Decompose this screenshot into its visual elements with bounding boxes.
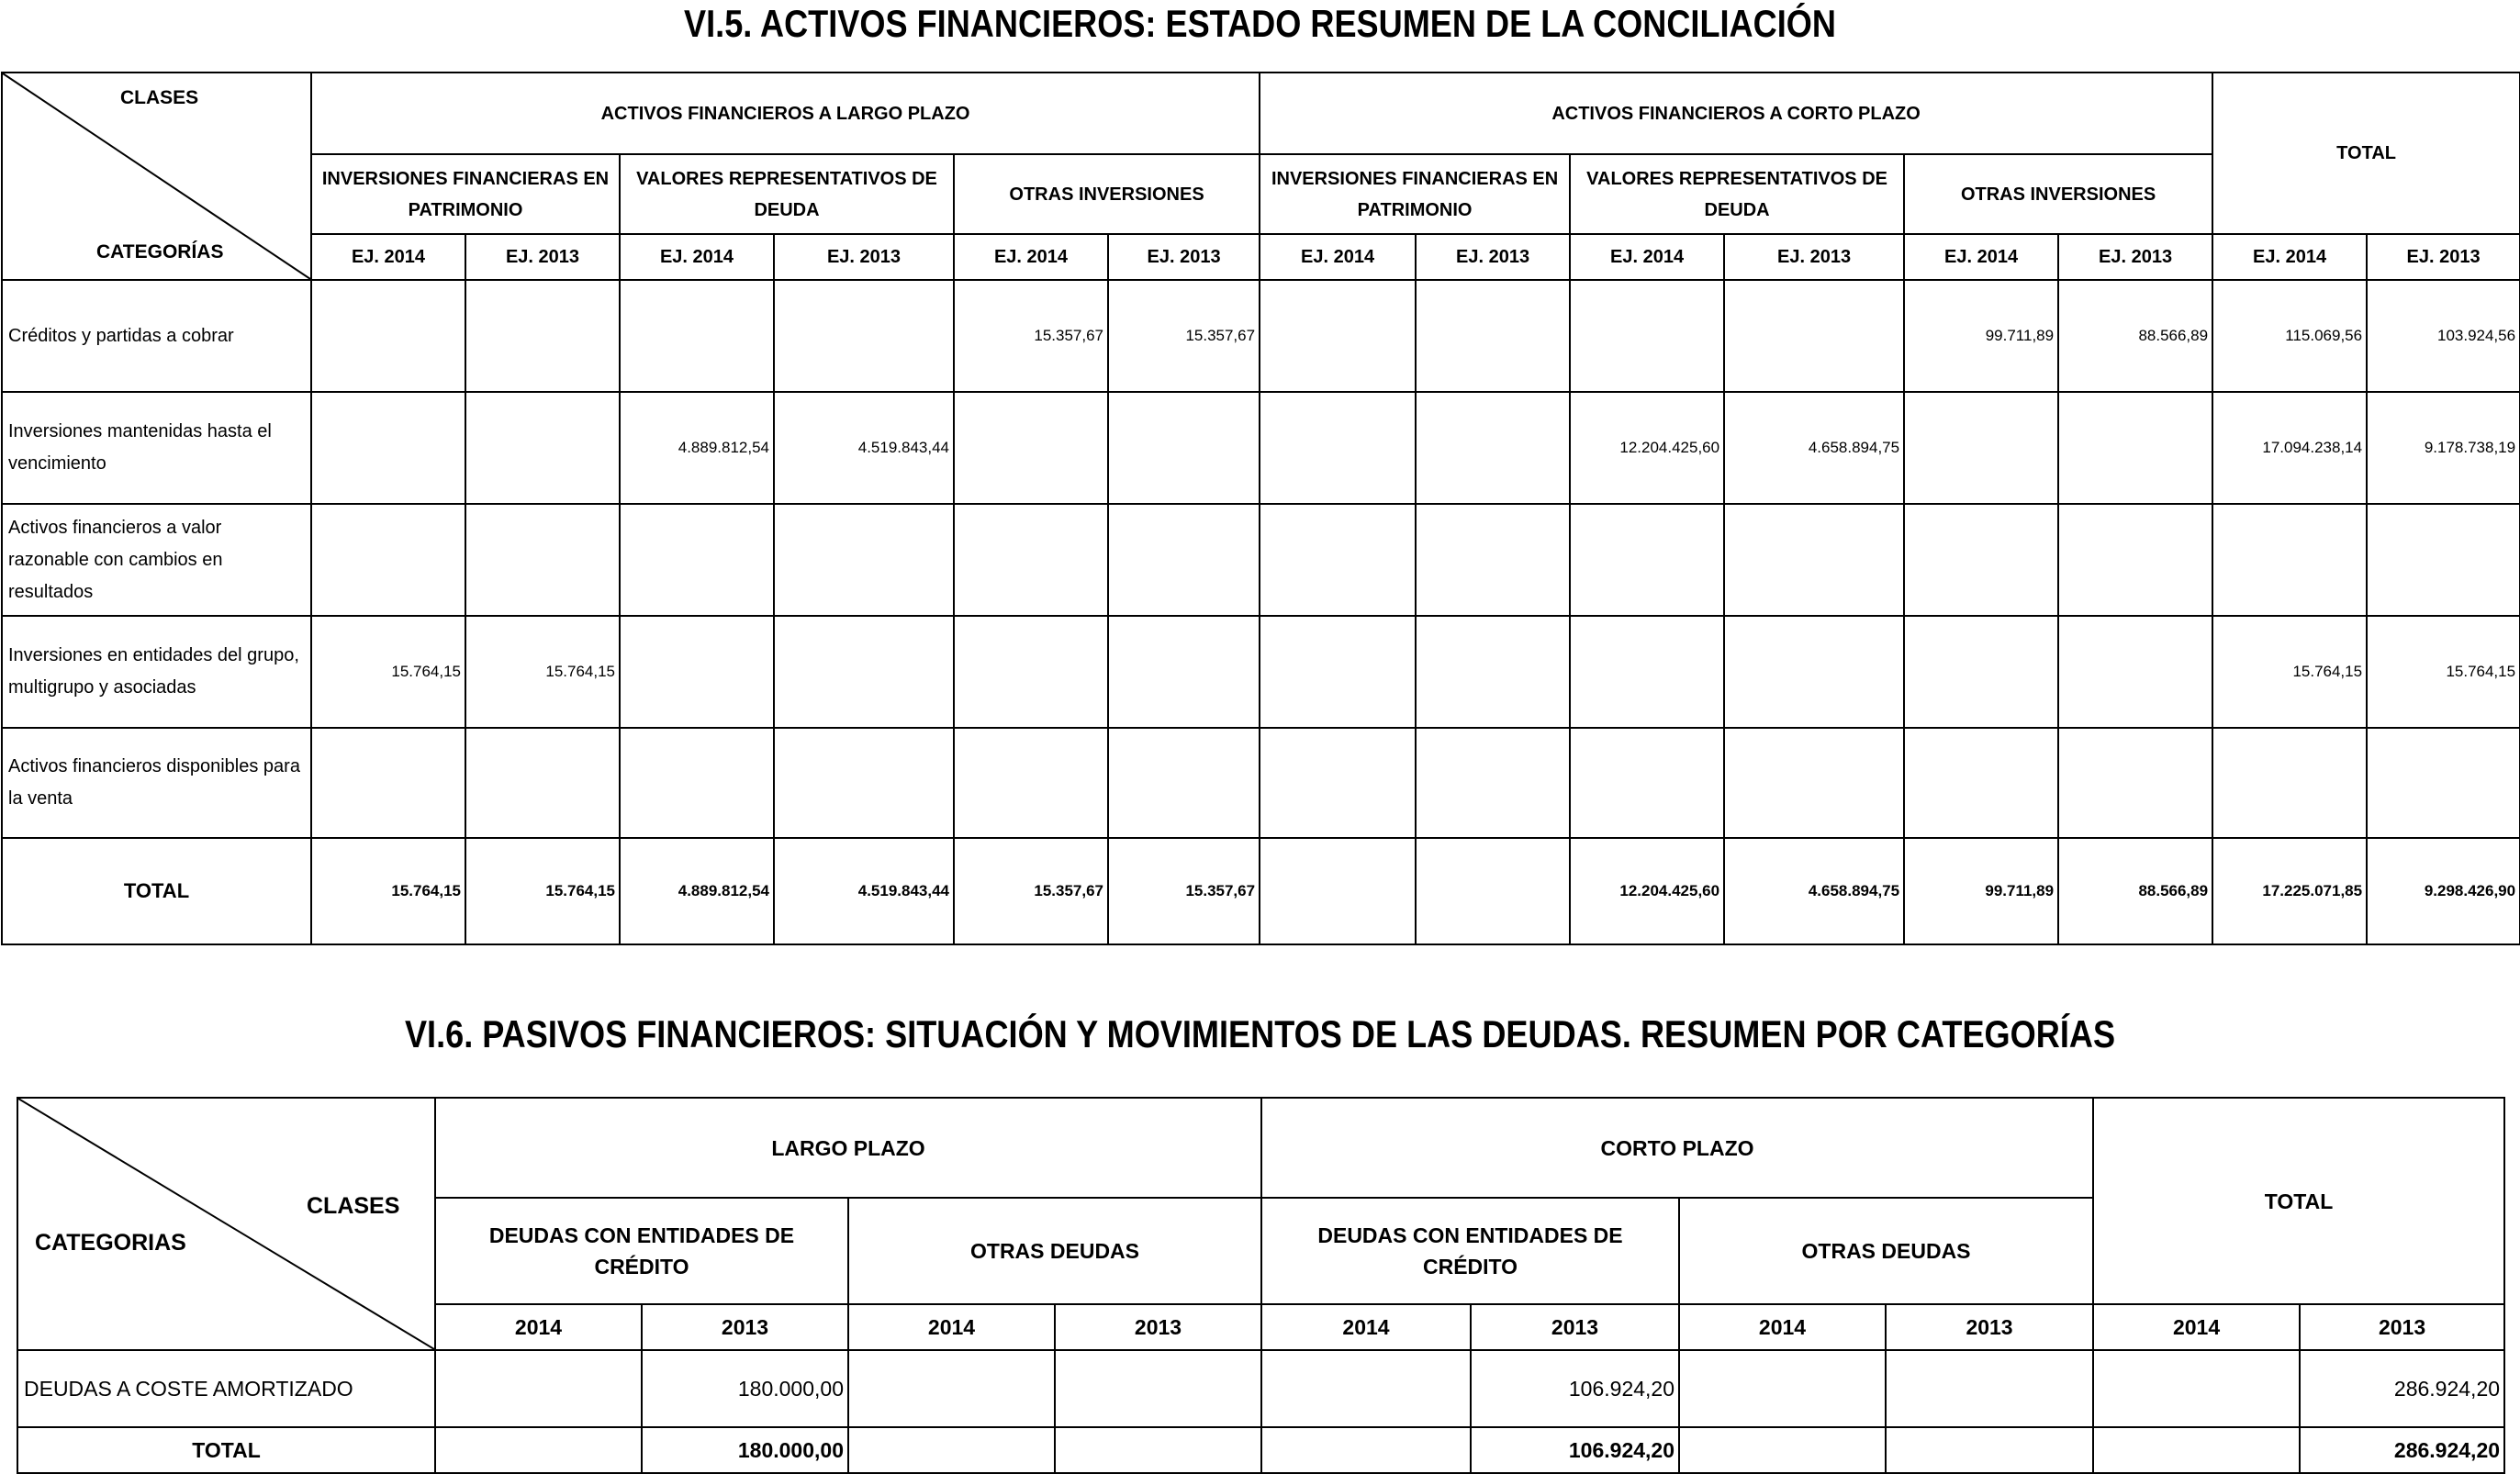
row-label: Inversiones mantenidas hasta el vencimiento bbox=[2, 392, 311, 504]
corner-clases-label: CLASES bbox=[120, 87, 199, 108]
data-cell: 15.764,15 bbox=[465, 616, 620, 728]
total-cell: 15.357,67 bbox=[954, 838, 1108, 944]
year-header: 2013 bbox=[2300, 1304, 2504, 1350]
total-label: TOTAL bbox=[17, 1427, 435, 1473]
total-cell: 4.519.843,44 bbox=[774, 838, 954, 944]
data-cell bbox=[848, 1350, 1055, 1427]
table-row bbox=[2, 616, 2520, 728]
data-cell: 17.094.238,14 bbox=[2212, 392, 2367, 504]
data-cell bbox=[774, 280, 954, 392]
year-header: EJ. 2014 bbox=[620, 234, 774, 280]
row-label: DEUDAS A COSTE AMORTIZADO bbox=[17, 1350, 435, 1427]
data-cell bbox=[311, 504, 465, 616]
total-cell bbox=[1416, 838, 1570, 944]
data-cell bbox=[2367, 504, 2520, 616]
data-cell: 15.764,15 bbox=[2367, 616, 2520, 728]
data-cell bbox=[620, 280, 774, 392]
corner-header bbox=[2, 73, 311, 280]
data-cell bbox=[311, 392, 465, 504]
data-cell bbox=[620, 728, 774, 838]
data-cell bbox=[1570, 280, 1724, 392]
data-cell bbox=[2212, 728, 2367, 838]
section-title-activos: VI.5. ACTIVOS FINANCIEROS: ESTADO RESUMEN DE LA CONCILIACIÓN bbox=[684, 2, 1836, 45]
total-cell bbox=[435, 1427, 642, 1473]
subgroup-cp-otras: OTRAS INVERSIONES bbox=[1904, 154, 2212, 234]
row-label: Activos financieros disponibles para la venta bbox=[2, 728, 311, 838]
data-cell bbox=[1724, 728, 1904, 838]
data-cell bbox=[1570, 616, 1724, 728]
total-cell: 88.566,89 bbox=[2058, 838, 2212, 944]
data-cell: 106.924,20 bbox=[1471, 1350, 1679, 1427]
data-cell bbox=[2058, 392, 2212, 504]
data-cell: 103.924,56 bbox=[2367, 280, 2520, 392]
data-cell bbox=[1108, 392, 1260, 504]
year-header: EJ. 2013 bbox=[1416, 234, 1570, 280]
subgroup-cp-valores: VALORES REPRESENTATIVOS DE DEUDA bbox=[1570, 154, 1904, 234]
data-cell bbox=[1416, 504, 1570, 616]
data-cell bbox=[2212, 504, 2367, 616]
data-cell bbox=[954, 504, 1108, 616]
data-cell bbox=[774, 616, 954, 728]
group-total: TOTAL bbox=[2212, 73, 2520, 234]
data-cell: 4.658.894,75 bbox=[1724, 392, 1904, 504]
subgroup-cp-otras: OTRAS DEUDAS bbox=[1679, 1198, 2093, 1304]
year-header: EJ. 2013 bbox=[774, 234, 954, 280]
year-header: EJ. 2014 bbox=[1570, 234, 1724, 280]
data-cell bbox=[1679, 1350, 1886, 1427]
year-header: 2013 bbox=[642, 1304, 848, 1350]
data-cell bbox=[954, 392, 1108, 504]
data-cell bbox=[1904, 728, 2058, 838]
subgroup-lp-otras: OTRAS DEUDAS bbox=[848, 1198, 1261, 1304]
year-header: EJ. 2013 bbox=[465, 234, 620, 280]
group-largo-plazo: ACTIVOS FINANCIEROS A LARGO PLAZO bbox=[311, 73, 1260, 154]
data-cell: 12.204.425,60 bbox=[1570, 392, 1724, 504]
section-title-pasivos: VI.6. PASIVOS FINANCIEROS: SITUACIÓN Y MOVIMIENTOS DE LAS DEUDAS. RESUMEN POR CATEGORÍAS bbox=[404, 1012, 2116, 1055]
table-row bbox=[2, 392, 2520, 504]
total-cell bbox=[1679, 1427, 1886, 1473]
subgroup-cp-credito: DEUDAS CON ENTIDADES DE CRÉDITO bbox=[1261, 1198, 1679, 1304]
data-cell: 88.566,89 bbox=[2058, 280, 2212, 392]
subgroup-lp-patrimonio: INVERSIONES FINANCIERAS EN PATRIMONIO bbox=[311, 154, 620, 234]
data-cell: 9.178.738,19 bbox=[2367, 392, 2520, 504]
data-cell: 15.357,67 bbox=[954, 280, 1108, 392]
year-header: 2014 bbox=[1261, 1304, 1471, 1350]
data-cell: 15.357,67 bbox=[1108, 280, 1260, 392]
corner-clases-label: CLASES bbox=[307, 1193, 400, 1219]
data-cell bbox=[1055, 1350, 1261, 1427]
total-cell: 99.711,89 bbox=[1904, 838, 2058, 944]
table-row bbox=[17, 1350, 2504, 1427]
data-cell: 4.889.812,54 bbox=[620, 392, 774, 504]
year-header: EJ. 2014 bbox=[2212, 234, 2367, 280]
total-cell bbox=[1261, 1427, 1471, 1473]
data-cell: 99.711,89 bbox=[1904, 280, 2058, 392]
total-cell: 17.225.071,85 bbox=[2212, 838, 2367, 944]
data-cell bbox=[620, 504, 774, 616]
corner-categorias-label: CATEGORIAS bbox=[35, 1230, 186, 1256]
data-cell bbox=[1260, 280, 1416, 392]
year-header: 2013 bbox=[1886, 1304, 2093, 1350]
data-cell bbox=[1904, 616, 2058, 728]
group-total: TOTAL bbox=[2093, 1098, 2504, 1304]
corner-header bbox=[17, 1098, 435, 1350]
data-cell bbox=[1416, 616, 1570, 728]
data-cell bbox=[1570, 504, 1724, 616]
data-cell: 15.764,15 bbox=[2212, 616, 2367, 728]
total-cell bbox=[2093, 1427, 2300, 1473]
total-cell: 180.000,00 bbox=[642, 1427, 848, 1473]
subgroup-lp-otras: OTRAS INVERSIONES bbox=[954, 154, 1260, 234]
data-cell: 15.764,15 bbox=[311, 616, 465, 728]
total-row bbox=[2, 838, 2520, 944]
total-cell: 4.889.812,54 bbox=[620, 838, 774, 944]
total-cell bbox=[1055, 1427, 1261, 1473]
total-cell: 15.764,15 bbox=[465, 838, 620, 944]
year-header: 2014 bbox=[1679, 1304, 1886, 1350]
total-cell: 12.204.425,60 bbox=[1570, 838, 1724, 944]
year-header: EJ. 2013 bbox=[1108, 234, 1260, 280]
total-cell: 9.298.426,90 bbox=[2367, 838, 2520, 944]
group-corto-plazo: ACTIVOS FINANCIEROS A CORTO PLAZO bbox=[1260, 73, 2212, 154]
year-header: EJ. 2013 bbox=[2367, 234, 2520, 280]
data-cell bbox=[465, 280, 620, 392]
table-row bbox=[2, 280, 2520, 392]
table-row bbox=[2, 504, 2520, 616]
total-label: TOTAL bbox=[2, 838, 311, 944]
row-label: Inversiones en entidades del grupo, multigrupo y asociadas bbox=[2, 616, 311, 728]
year-header: EJ. 2013 bbox=[1724, 234, 1904, 280]
data-cell bbox=[774, 504, 954, 616]
total-cell: 286.924,20 bbox=[2300, 1427, 2504, 1473]
corner-categorias-label: CATEGORÍAS bbox=[96, 241, 224, 262]
row-label: Créditos y partidas a cobrar bbox=[2, 280, 311, 392]
data-cell: 115.069,56 bbox=[2212, 280, 2367, 392]
corner-diagonal-line bbox=[18, 1099, 434, 1349]
data-cell bbox=[1724, 616, 1904, 728]
total-cell: 15.764,15 bbox=[311, 838, 465, 944]
data-cell bbox=[465, 504, 620, 616]
year-header: EJ. 2014 bbox=[1260, 234, 1416, 280]
data-cell bbox=[1416, 728, 1570, 838]
data-cell bbox=[2058, 504, 2212, 616]
year-header: 2014 bbox=[848, 1304, 1055, 1350]
total-cell: 15.357,67 bbox=[1108, 838, 1260, 944]
data-cell bbox=[1904, 504, 2058, 616]
total-cell bbox=[1260, 838, 1416, 944]
data-cell bbox=[1108, 504, 1260, 616]
year-header: 2014 bbox=[2093, 1304, 2300, 1350]
pasivos-financieros-table bbox=[17, 1097, 2505, 1474]
data-cell bbox=[1724, 504, 1904, 616]
data-cell bbox=[1886, 1350, 2093, 1427]
year-header: EJ. 2014 bbox=[311, 234, 465, 280]
data-cell bbox=[2058, 728, 2212, 838]
data-cell bbox=[1260, 728, 1416, 838]
year-header: EJ. 2014 bbox=[954, 234, 1108, 280]
data-cell bbox=[2058, 616, 2212, 728]
data-cell bbox=[311, 280, 465, 392]
data-cell: 180.000,00 bbox=[642, 1350, 848, 1427]
table-row bbox=[2, 728, 2520, 838]
data-cell bbox=[954, 728, 1108, 838]
total-row bbox=[17, 1427, 2504, 1473]
total-cell: 106.924,20 bbox=[1471, 1427, 1679, 1473]
data-cell bbox=[465, 392, 620, 504]
data-cell bbox=[2093, 1350, 2300, 1427]
year-header: 2013 bbox=[1055, 1304, 1261, 1350]
data-cell bbox=[1570, 728, 1724, 838]
data-cell: 286.924,20 bbox=[2300, 1350, 2504, 1427]
year-header: 2013 bbox=[1471, 1304, 1679, 1350]
data-cell bbox=[1260, 616, 1416, 728]
data-cell bbox=[465, 728, 620, 838]
data-cell bbox=[774, 728, 954, 838]
total-cell bbox=[848, 1427, 1055, 1473]
year-header: EJ. 2014 bbox=[1904, 234, 2058, 280]
activos-financieros-table bbox=[1, 72, 2520, 945]
data-cell bbox=[2367, 728, 2520, 838]
data-cell bbox=[1260, 392, 1416, 504]
data-cell: 4.519.843,44 bbox=[774, 392, 954, 504]
total-cell bbox=[1886, 1427, 2093, 1473]
total-cell: 4.658.894,75 bbox=[1724, 838, 1904, 944]
data-cell bbox=[954, 616, 1108, 728]
group-corto-plazo: CORTO PLAZO bbox=[1261, 1098, 2093, 1198]
year-header: 2014 bbox=[435, 1304, 642, 1350]
data-cell bbox=[620, 616, 774, 728]
data-cell bbox=[1108, 728, 1260, 838]
data-cell bbox=[1904, 392, 2058, 504]
data-cell bbox=[1416, 392, 1570, 504]
data-cell bbox=[311, 728, 465, 838]
year-header: EJ. 2013 bbox=[2058, 234, 2212, 280]
data-cell bbox=[1261, 1350, 1471, 1427]
subgroup-lp-valores: VALORES REPRESENTATIVOS DE DEUDA bbox=[620, 154, 954, 234]
data-cell bbox=[1416, 280, 1570, 392]
subgroup-cp-patrimonio: INVERSIONES FINANCIERAS EN PATRIMONIO bbox=[1260, 154, 1570, 234]
data-cell bbox=[435, 1350, 642, 1427]
data-cell bbox=[1724, 280, 1904, 392]
data-cell bbox=[1108, 616, 1260, 728]
data-cell bbox=[1260, 504, 1416, 616]
subgroup-lp-credito: DEUDAS CON ENTIDADES DE CRÉDITO bbox=[435, 1198, 848, 1304]
row-label: Activos financieros a valor razonable con cambios en resultados bbox=[2, 504, 311, 616]
group-largo-plazo: LARGO PLAZO bbox=[435, 1098, 1261, 1198]
